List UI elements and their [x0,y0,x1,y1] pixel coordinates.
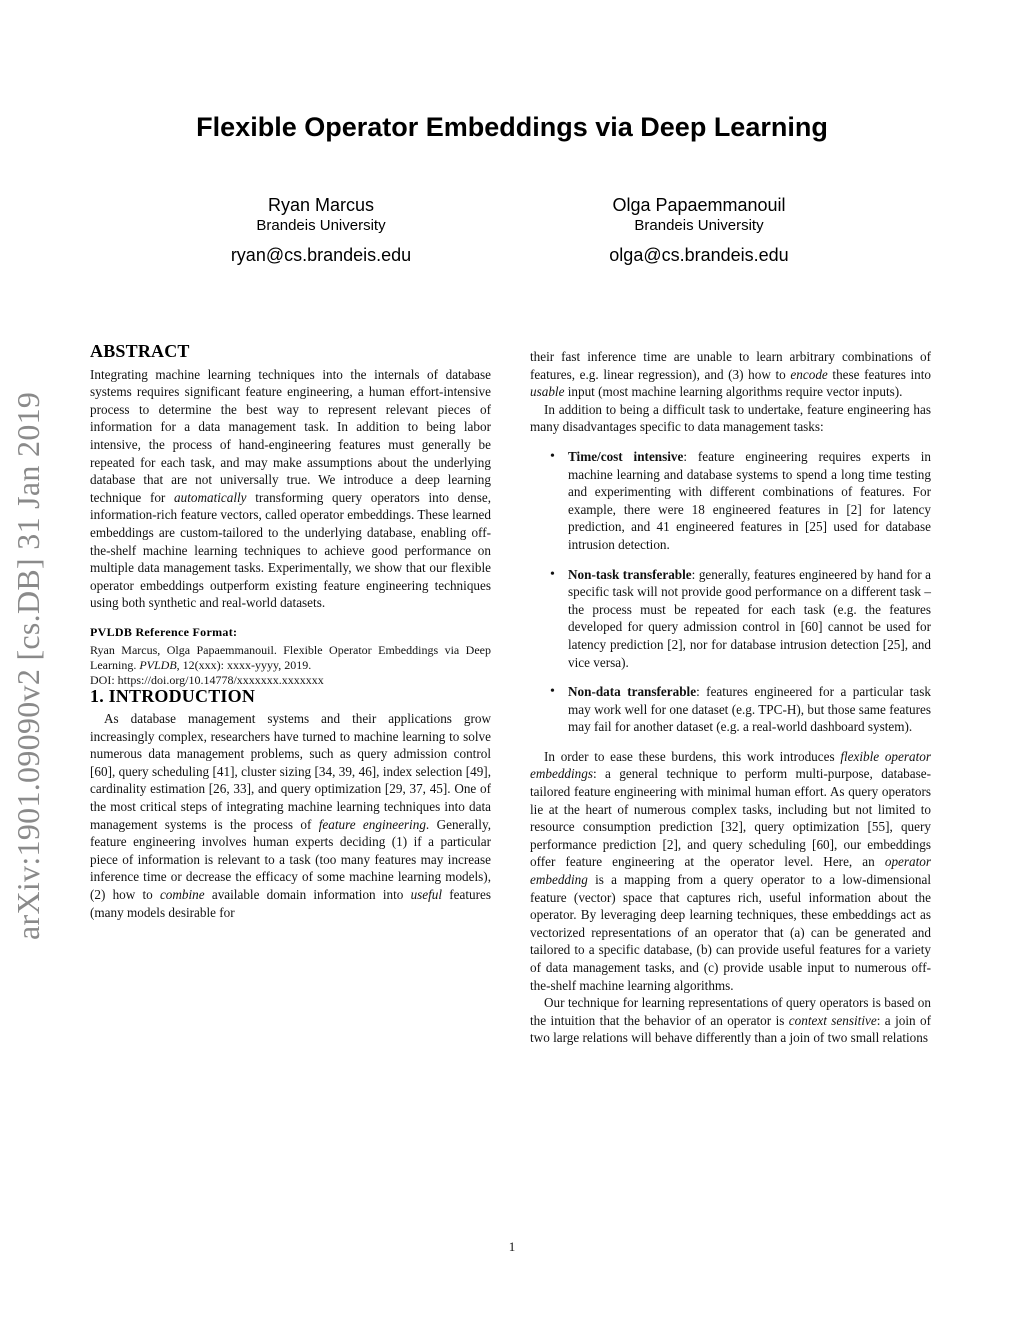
arxiv-identifier: arXiv:1901.09090v2 [cs.DB] 31 Jan 2019 [10,391,46,940]
disadvantages-list [530,448,931,736]
list-item: • Time/cost intensive: feature engineering requires experts in machine learning and database systems to spend a long time testing and experimenting with different combinations of features. For example, there were 18 engineered features in [2] for latency prediction, and 41 engineered features in [25] used for database intrusion detection. [530,448,931,554]
right-column [530,348,931,1047]
page-number: 1 [508,1239,516,1254]
author-name: Olga Papaemmanouil [612,195,786,215]
reference-format-heading: PVLDB Reference Format: [90,624,238,639]
author-name: Ryan Marcus [267,195,375,215]
abstract-heading: ABSTRACT [90,341,190,361]
paragraph: In order to ease these burdens, this work introduces flexible operator embeddings: a general technique to perform multi-purpose, database-tailored feature engineering with minimal human effort. As query operators lie at the heart of numerous complex tasks, including but not limited to resource consumption prediction [32], query optimization [55], query performance prediction [2], and query scheduling [60], our embeddings offer feature engineering at the operator level. Here, an operator embedding is a mapping from a query operator to a low-dimensional feature (vector) space that captures rich, useful information about the operator. By leveraging deep learning techniques, these embeddings act as vectorized representations of an operator that (a) can be generated and tailored to a specific database, (b) can provide useful features for a variety of data management tasks, and (c) provide usable input to numerous off-the-shelf machine learning algorithms. [530,748,932,993]
author-affiliation: Brandeis University [634,217,764,234]
author-email: olga@cs.brandeis.edu [609,245,789,265]
introduction-paragraph: As database management systems and their applications grow increasingly complex, researchers have turned to machine learning to solve numerous data management problems, such as query admission control [60], query scheduling [41], cluster sizing [34, 39, 46], index selection [49], cardinality estimation [26, 33], and query optimization [29, 37, 45]. One of the most critical steps of integrating machine learning techniques into data management systems is the process of feature engineering. Generally, feature engineering involves human experts deciding (1) if a particular piece of information is relevant to a task (too many features may increase inference time or decrease the efficacy of some machine learning models), (2) how to combine available domain information into useful features (many models desirable for [90,711,492,920]
author-email: ryan@cs.brandeis.edu [230,245,412,265]
list-item: • Non-data transferable: features engineered for a particular task may work well for one dataset (e.g. TPC-H), but those same features may fail for another dataset (e.g. a real-world dashboard system). [530,683,931,736]
reference-citation: Ryan Marcus, Olga Papaemmanouil. Flexible Operator Embeddings via Deep Learning. PVLDB, 12(xxx): xxxx-yyyy, 2019. DOI: https://doi.org/10.14778/xxxxxxx.xxxxxxx [90,642,491,687]
paper-title: Flexible Operator Embeddings via Deep Learning [196,112,828,142]
paragraph: Our technique for learning representations of query operators is based on the intuition that the behavior of an operator is context sensitive: a join of two large relations will behave differently than a join of two small relations [530,995,931,1046]
list-item: • Non-task transferable: generally, features engineered by hand for a specific task will not provide good performance on a different task – the process must be repeated for each task (e.g. the features developed for query admission control in [60] cannot be used for latency prediction [2], nor for database intrusion detection [25], and vice versa). [530,566,931,672]
author-block-1 [141,193,501,267]
introduction-heading: 1. INTRODUCTION [90,685,256,706]
author-block-2 [519,193,879,267]
doi-link[interactable]: DOI: https://doi.org/10.14778/xxxxxxx.xxxxxxx [90,672,324,687]
paragraph: their fast inference time are unable to learn arbitrary combinations of features, e.g. linear regression), and (3) how to encode these features into usable input (most machine learning algorithms require vector inputs). [530,349,932,400]
left-column [90,343,491,921]
paragraph: In addition to being a difficult task to undertake, feature engineering has many disadvantages specific to data management tasks: [530,401,931,435]
abstract-text: Integrating machine learning techniques into the internals of database systems requires significant feature engineering, a human effort-intensive process to determine the best way to represent relevant pieces of information for a data management task. In addition to being labor intensive, the process of hand-engineering features must generally be repeated for each task, and may make assumptions about the underlying database that are not universally true. We introduce a deep learning technique for automatically transforming query operators into dense, information-rich feature vectors, called operator embeddings. These learned embeddings are custom-tailored to the underlying database, enabling off-the-shelf machine learning techniques to achieve good performance on multiple data management tasks. Experimentally, we show that our flexible operator embeddings outperform existing feature engineering techniques using both synthetic and real-world datasets. [90,366,492,611]
author-affiliation: Brandeis University [256,217,386,234]
